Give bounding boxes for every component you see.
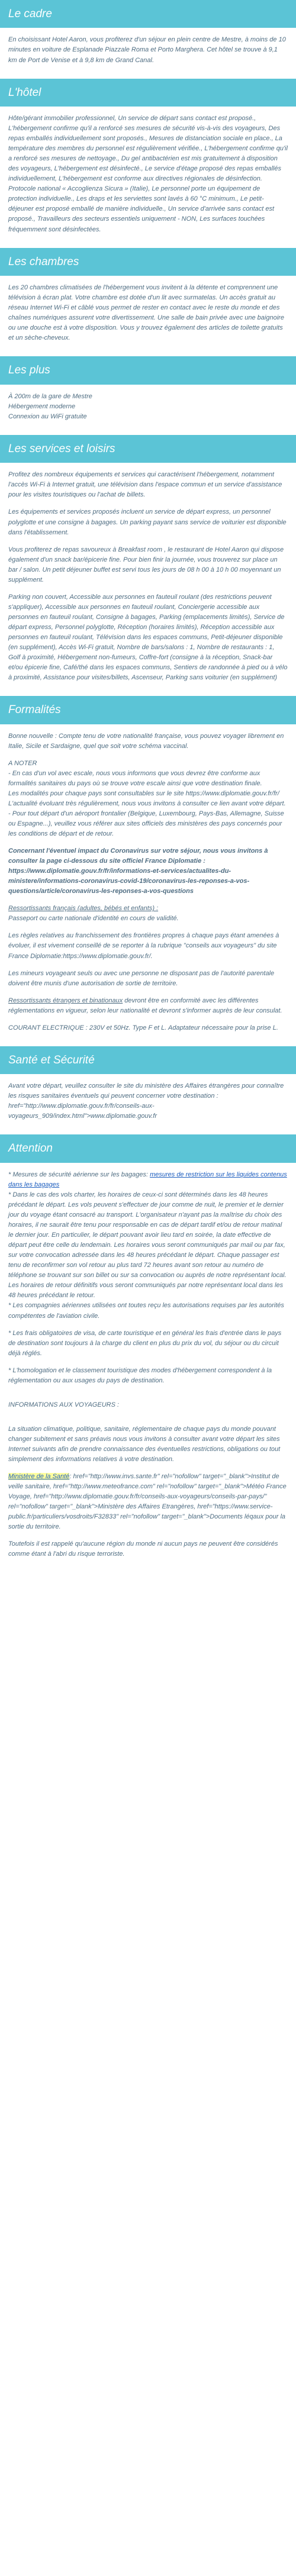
borders-rules: Les règles relatives au franchissement des frontières propres à chaque pays étant amenées à évoluer, il est vivement conseillé de se reporter à la rubrique "conseils aux voyageurs" du site France Diplomatie:https://www.diplomatie.gouv.fr/. <box>8 932 279 960</box>
ressortissants-francais-label: Ressortissants français (adultes, bébés et enfants) : <box>8 905 159 913</box>
section-title-hotel: L'hôtel <box>0 79 296 107</box>
courant-electrique: COURANT ELECTRIQUE : 230V et 50Hz. Type F et L. Adaptateur nécessaire pour la prise L. <box>8 1024 278 1031</box>
attention-paragraph-6: Toutefois il est rappelé qu'aucune région du monde ni aucun pays ne peuvent être considérés comme étant à l'abri du risque terroriste. <box>8 1540 278 1558</box>
section-sante <box>0 1074 296 1134</box>
formalites-note <box>8 759 288 839</box>
minors-rules: Les mineurs voyageant seuls ou avec une personne ne disposant pas de l'autorité parentale doivent être munis d'une autorisation de sortie de territoire. <box>8 969 275 987</box>
airlines-info: * Les compagnies aériennes utilisées ont toutes reçu les autorisations requises par les autorités compétentes de l'aviation civile. <box>8 1302 284 1320</box>
liquids-restriction-link[interactable]: mesures de restriction sur les liquides contenus dans les bagages <box>8 1171 287 1188</box>
section-title-attention: Attention <box>0 1134 296 1162</box>
services-paragraph-2: Les équipements et services proposés incluent un service de départ express, un personnel polyglotte et une consigne à bagages. Un parking payant sans service de voiturier est disponible dans l'établissement. <box>8 508 287 536</box>
ministere-sante-link[interactable]: Ministère de la Santé <box>8 1473 70 1481</box>
hotel-paragraph: Hôte/gérant immobilier professionnel, Un service de départ sans contact est proposé., L'hébergement confirme qu'il a renforcé ses mesures de sécurité vis-à-vis des voyageurs, Des repas emballés individuellement sont proposés., Mesures de distanciation sociale en place., La température des membres du personnel est régulièrement vérifiée., L'hébergement confirme qu'il a renforcé ses mesures de nettoyage., Du gel antibactérien est mis gratuitement à disposition des voyageurs, L'hébergement est désinfecté., Le service d'étage proposé des repas emballés individuellement, L'hébergement est conforme aux directives régionales de désinfection. Protocole national « Accoglienza Sicura » (Italie), Le personnel porte un équipement de protection individuelle., Les draps et les serviettes sont lavés à 60 °C minimum., Le petit-déjeuner est proposé emballé de manière individuelle., Un service d'arrivée sans contact est proposé., Travailleurs des secteurs essentiels uniquement - NON, Les surfaces touchées fréquemment sont désinfectées. <box>8 115 288 233</box>
section-title-cadre: Le cadre <box>0 0 296 28</box>
section-title-chambres: Les chambres <box>0 248 296 276</box>
ressortissants-etrangers <box>8 996 288 1016</box>
section-title-services: Les services et loisirs <box>0 435 296 463</box>
attention-paragraph-5 <box>8 1472 288 1532</box>
services-paragraph-1: Profitez des nombreux équipements et services qui caractérisent l'hébergement, notamment l'accès Wi-Fi à Internet gratuit, une télévision dans l'espace commun et un service d'assistance pour les visites touristiques ou l'achat de billets. <box>8 471 282 499</box>
section-hotel <box>0 107 296 248</box>
attention-paragraph-2: * Les frais obligatoires de visa, de carte touristique et en général les frais d'entrée dans le pays de destination sont toujours à la charge du client en plus du prix du vol, du séjour ou du circuit déjà réglés. <box>8 1329 282 1357</box>
cadre-paragraph: En choisissant Hotel Aaron, vous profiterez d'un séjour en plein centre de Mestre, à moins de 10 minutes en voiture de Esplanade Piazzale Roma et Porto Marghera. Cet hôtel se trouve à 9,1 km de Port de Venise et à 9,8 km de Grand Canal. <box>8 36 286 64</box>
sante-paragraph: Avant votre départ, veuillez consulter le site du ministère des Affaires étrangères pour connaître les risques sanitaires éventuels qui peuvent concerner votre destination : href="http://www.diplomatie.gouv.fr/fr/conseils-aux-voyageurs_909/index.html">www.diplomatie.gouv.fr <box>8 1082 284 1120</box>
note-line: Les modalités pour chaque pays sont consultables sur le site https://www.diplomatie.gouv.fr/fr/ L'actualité évoluant très régulièrement, nous vous invitons à consulter ce lien avant votre départ. <box>8 789 286 807</box>
plus-item: Hébergement moderne <box>8 402 76 410</box>
section-title-sante: Santé et Sécurité <box>0 1046 296 1074</box>
spacer <box>8 1417 288 1424</box>
attention-paragraph-3: * L'homologation et le classement touristique des modes d'hébergement correspondent à la réglementation ou aux usages du pays de destination. <box>8 1366 272 1384</box>
section-title-plus: Les plus <box>0 356 296 384</box>
section-cadre <box>0 28 296 78</box>
services-paragraph-3: Vous profiterez de repas savoureux à Breakfast room , le restaurant de Hotel Aaron qui dispose également d'un snack bar/épicerie fine. Pour bien finir la journée, vous trouverez sur place un bar / salon. Un petit déjeuner buffet est servi tous les jours de 08 h 00 à 10 h 00 moyennant un supplément. <box>8 546 284 583</box>
formalites-intro: Bonne nouvelle : Compte tenu de votre nationalité française, vous pouvez voyager librement en Italie, Sicile et Sardaigne, quel que soit votre schéma vaccinal. <box>8 732 284 750</box>
attention-paragraph-4: La situation climatique, politique, sanitaire, réglementaire de chaque pays du monde pouvant changer subitement et sans préavis nous vous invitons à consulter avant votre départ les sites Internet suivants afin de prendre connaissance des éventuelles restrictions, obligations ou tout simplement des informations relatives à votre destination. <box>8 1425 281 1463</box>
attention-paragraph-1 <box>8 1170 288 1321</box>
section-attention <box>0 1163 296 1573</box>
baggage-lead: * Mesures de sécurité aérienne sur les bagages: <box>8 1171 150 1178</box>
charter-info: * Dans le cas des vols charter, les horaires de ceux-ci sont déterminés dans les 48 heures précédant le départ. Les vols peuvent s'effectuer de jour comme de nuit, le premier et le dernier jour du voyage étant consacré au transport. L'organisateur n'ayant pas la maîtrise du choix des horaires, il ne saurait être tenu pour responsable en cas de départ tardif et/ou de retour matinal le dernier jour. En particulier, le départ pouvant avoir lieu tard en soirée, la date effective de départ peut être celle du lendemain. Les horaires vous seront communiqués par mail ou par fax, sur votre convocation adressée dans les 48 heures précédant le départ. Chaque passager est tenu de reconfirmer son vol retour au plus tard 72 heures avant son retour au numéro de téléphone se trouvant sur son billet ou sur sa convocation ou auprès de notre représentant local. Les horaires de retour définitifs vous seront communiqués par notre représentant local dans les 48 heures précédant le retour. <box>8 1191 287 1300</box>
section-title-formalites: Formalités <box>0 696 296 724</box>
note-line: - Pour tout départ d'un aéroport frontalier (Belgique, Luxembourg, Pays-Bas, Allemagne, Suisse ou Espagne...), veuillez vous référer aux sites officiels des ministères des pays concernés pour les conditions de départ et de retour. <box>8 810 284 838</box>
plus-item: À 200m de la gare de Mestre <box>8 392 92 400</box>
section-formalites <box>0 724 296 1046</box>
ressortissants-francais <box>8 904 288 924</box>
links-text: : href="http://www.invs.sante.fr" rel="nofollow" target="_blank">Institut de veille sanitaire, href="http://www.meteofrance.com" rel="nofollow" target="_blank">Météo France Voyage, href="http://www.diplomatie.gouv.fr/fr/conseils-aux-voyageurs/conseils-par-pays/" rel="nofollow" target="_blank">Ministère des Affaires Etrangères, href="https://www.service-public.fr/particuliers/vosdroits/F32833" rel="nofollow" target="_blank">Documents léqaux pour la sortie du territoire. <box>8 1473 287 1531</box>
section-plus <box>0 385 296 435</box>
spacer <box>8 1393 288 1400</box>
covid-notice: Concernant l'éventuel impact du Coronavirus sur votre séjour, nous vous invitons à consulter la page ci-dessous du site officiel France Diplomatie : https://www.diplomatie.gouv.fr/fr/informations-et-services/actualites-du-ministere/informations-coronavirus-covid-19/coronavirus-les-reponses-a-vos-questions/article/coronavirus-les-reponses-a-vos-questions <box>8 847 268 895</box>
note-line: - En cas d'un vol avec escale, nous vous informons que vous devrez être conforme aux formalités sanitaires du pays où se trouve votre escale ainsi que votre destination finale. <box>8 769 262 787</box>
ressortissants-etrangers-text: devront être en conformité avec les différentes réglementations en vigueur, selon leur nationalité et devront s'informer auprès de leur consulat. <box>8 997 282 1014</box>
section-chambres <box>0 276 296 356</box>
plus-item: Connexion au WiFi gratuite <box>8 412 87 420</box>
ressortissants-francais-text: Passeport ou carte nationale d'identité en cours de validité. <box>8 915 179 923</box>
ressortissants-etrangers-label: Ressortissants étrangers et binationaux <box>8 997 123 1004</box>
services-paragraph-4: Parking non couvert, Accessible aux personnes en fauteuil roulant (des restrictions peuvent s'appliquer), Accessible aux personnes en fauteuil roulant, Conciergerie accessible aux personnes en fauteuil roulant, Consigne à bagages, Parking (emplacements limités), Service de départ express, Personnel polyglotte, Réception (horaires limités), Réception accessible aux personnes en fauteuil roulant, Télévision dans les espaces communs, Petit-déjeuner disponible (en supplément), Accès Wi-Fi gratuit, Nombre de bars/salons : 1, Nombre de restaurants : 1, Golf à proximité, Hébergement non-fumeurs, Coffre-fort (consigne à la réception, Snack-bar et/ou épicerie fine, Café/thé dans les espaces communs, Sentiers de randonnée à pied ou à vélo à proximité, Assistance pour visites/billets, Ascenseur, Parking sans voiturier (en supplément) <box>8 593 288 682</box>
section-services <box>0 463 296 696</box>
note-title: A NOTER <box>8 759 37 767</box>
chambres-paragraph: Les 20 chambres climatisées de l'hébergement vous invitent à la détente et comprennent une télévision à écran plat. Votre chambre est dotée d'un lit avec surmatelas. Un accès gratuit au réseau Internet Wi-Fi et câblé vous permet de rester en contact avec le reste du monde et des chaînes numériques assurent votre divertissement. Une salle de bain privée avec une baignoire ou une douche est à votre disposition. Vous y trouvez également des articles de toilette gratuits et un sèche-cheveux. <box>8 284 284 342</box>
info-voyageurs-title: INFORMATIONS AUX VOYAGEURS : <box>8 1401 120 1408</box>
